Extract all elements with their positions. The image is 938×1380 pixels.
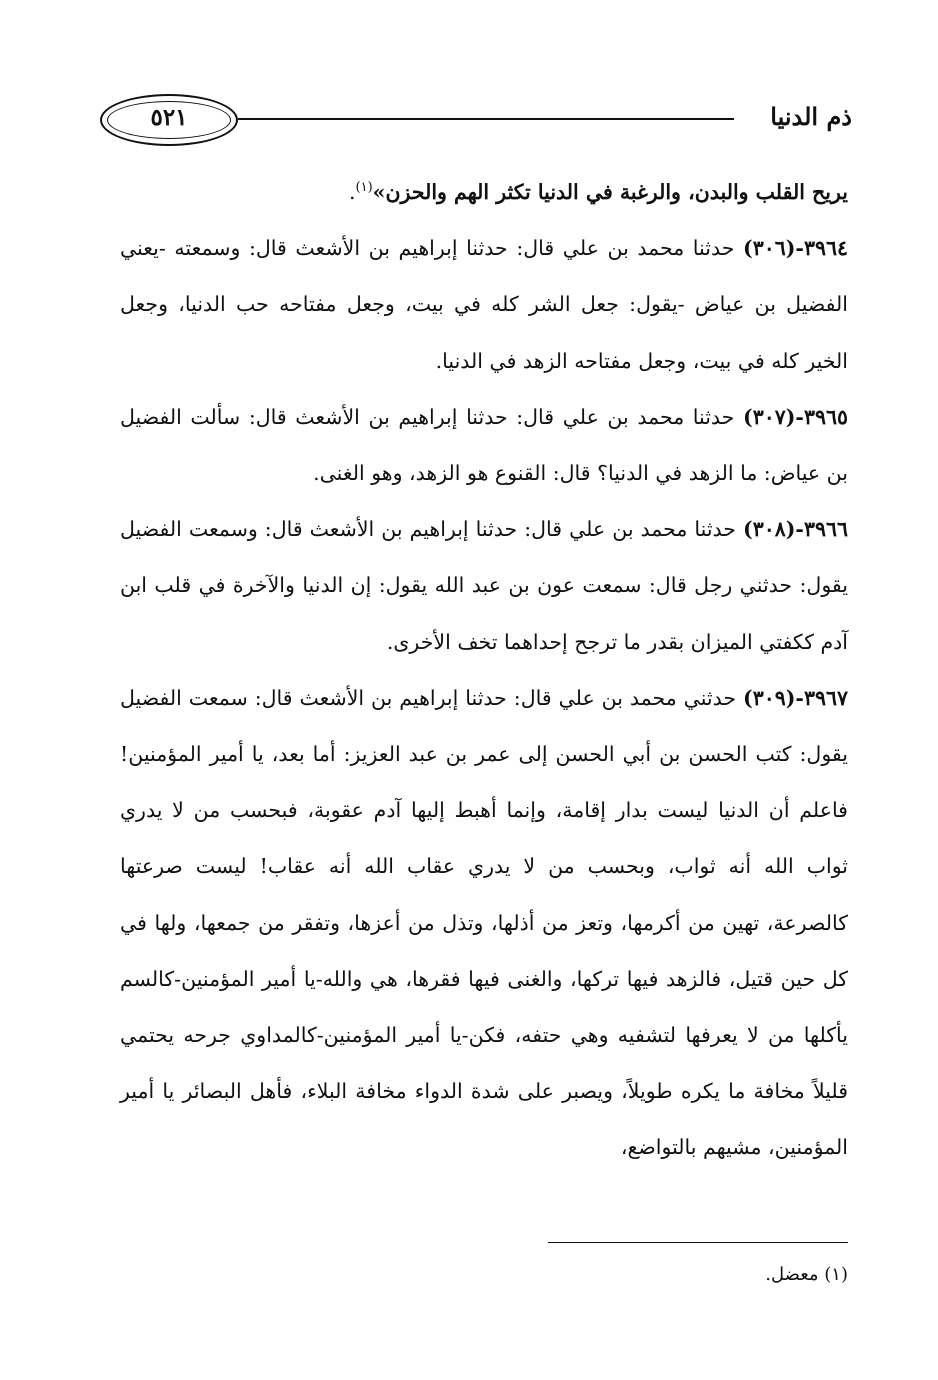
footnote-ref: (١) <box>355 180 373 196</box>
hadith-number: ٣٩٦٤-(٣٠٦) <box>742 236 848 261</box>
paragraph-text: يريح القلب والبدن، والرغبة في الدنيا تكثر الهم والحزن» <box>372 180 848 204</box>
hadith-text: حدثنا محمد بن علي قال: حدثنا إبراهيم بن الأشعث قال: وسمعت الفضيل يقول: حدثني رجل قال: سمعت عون بن عبد الله يقول: إن الدنيا والآخرة في قلب ابن آدم ككفتي الميزان بقدر ما ترجح إحداهما تخف الأخرى. <box>120 517 848 654</box>
hadith-paragraph <box>120 220 848 389</box>
footnote-rule <box>548 1242 848 1243</box>
hadith-paragraph <box>120 670 848 1176</box>
hadith-paragraph <box>120 389 848 501</box>
hadith-number: ٣٩٦٦-(٣٠٨) <box>742 517 848 542</box>
paragraph-end: . <box>349 180 356 204</box>
header-rule <box>238 118 734 120</box>
footnote: (١) معضل. <box>765 1264 848 1285</box>
hadith-number: ٣٩٦٥-(٣٠٧) <box>742 404 848 429</box>
page-header <box>100 92 852 150</box>
chapter-title: ذم الدنيا <box>770 102 852 131</box>
page-number: ٥٢١ <box>150 104 188 131</box>
hadith-text: حدثني محمد بن علي قال: حدثنا إبراهيم بن الأشعث قال: سمعت الفضيل يقول: كتب الحسن بن أبي الحسن إلى عمر بن عبد العزيز: أما بعد، يا أمير المؤمنين! فاعلم أن الدنيا ليست بدار إقامة، وإنما أهبط إليها آدم عقوبة، فبحسب من لا يدري ثواب الله أنه ثواب، وبحسب من لا يدري عقاب الله أنه عقاب! ليست صرعتها كالصرعة، تهين من أكرمها، وتعز من أذلها، وتذل من أعزها، وتفقر من جمعها، ولها في كل حين قتيل، فالزهد فيها تركها، والغنى فيها فقرها، هي والله-يا أمير المؤمنين-كالسم يأكلها من لا يعرفها لتشفيه وهي حتفه، فكن-يا أمير المؤمنين-كالمداوي جرحه يحتمي قليلاً مخافة ما يكره طويلاً، ويصبر على شدة الدواء مخافة البلاء، فأهل البصائر يا أمير المؤمنين، مشيهم بالتواضع، <box>120 685 848 1160</box>
hadith-text: حدثنا محمد بن علي قال: حدثنا إبراهيم بن الأشعث قال: سألت الفضيل بن عياض: ما الزهد في الدنيا؟ قال: القنوع هو الزهد، وهو الغنى. <box>120 404 848 486</box>
hadith-paragraph <box>120 501 848 670</box>
body-text <box>120 164 848 1176</box>
hadith-number: ٣٩٦٧-(٣٠٩) <box>742 685 848 710</box>
hadith-text: حدثنا محمد بن علي قال: حدثنا إبراهيم بن الأشعث قال: وسمعته -يعني الفضيل بن عياض -يقول: جعل الشر كله في بيت، وجعل مفتاحه حب الدنيا، وجعل الخير كله في بيت، وجعل مفتاحه الزهد في الدنيا. <box>120 236 848 373</box>
paragraph-continued <box>120 164 848 220</box>
